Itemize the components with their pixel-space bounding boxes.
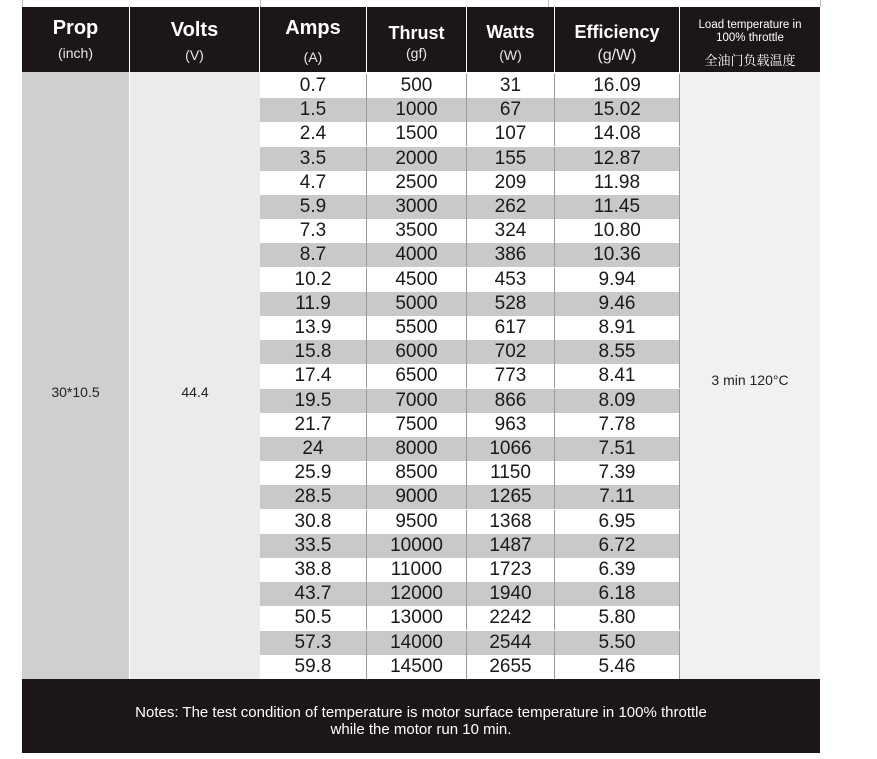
watts-cell: 262: [467, 195, 555, 219]
table-row: [260, 437, 680, 461]
header-efficiency-unit: (g/W): [597, 47, 637, 64]
thrust-cell: 8000: [367, 437, 467, 461]
amps-cell: 7.3: [260, 219, 367, 243]
thrust-cell: 500: [367, 74, 467, 98]
thrust-cell: 3500: [367, 219, 467, 243]
table-row: [260, 219, 680, 243]
thrust-cell: 9500: [367, 510, 467, 534]
table-row: [260, 606, 680, 630]
table-body: [22, 72, 820, 679]
thrust-cell: 3000: [367, 195, 467, 219]
thrust-cell: 14500: [367, 655, 467, 679]
header-watts-unit: (W): [499, 47, 522, 63]
load-temp-column: [680, 72, 820, 679]
table-row: [260, 147, 680, 171]
amps-cell: 38.8: [260, 558, 367, 582]
efficiency-cell: 15.02: [555, 98, 680, 122]
table-row: [260, 98, 680, 122]
thrust-cell: 8500: [367, 461, 467, 485]
table-row: [260, 389, 680, 413]
efficiency-cell: 7.51: [555, 437, 680, 461]
table-row: [260, 534, 680, 558]
prop-value: 30*10.5: [51, 384, 100, 400]
amps-cell: 33.5: [260, 534, 367, 558]
watts-cell: 2242: [467, 606, 555, 630]
motor-test-table: [22, 7, 820, 753]
thrust-cell: 14000: [367, 631, 467, 655]
watts-cell: 963: [467, 413, 555, 437]
efficiency-cell: 7.39: [555, 461, 680, 485]
thrust-cell: 13000: [367, 606, 467, 630]
header-thrust-title: Thrust: [388, 23, 445, 43]
header-load-temp-title: Load temperature in 100% throttle: [698, 19, 802, 44]
thrust-cell: 4500: [367, 268, 467, 292]
watts-cell: 528: [467, 292, 555, 316]
table-row: [260, 268, 680, 292]
thrust-cell: 9000: [367, 485, 467, 509]
thrust-cell: 2000: [367, 147, 467, 171]
header-volts: [130, 7, 260, 72]
header-efficiency: [555, 7, 680, 72]
amps-cell: 24: [260, 437, 367, 461]
thrust-cell: 6500: [367, 364, 467, 388]
watts-cell: 1150: [467, 461, 555, 485]
page-margin: [820, 7, 877, 759]
amps-cell: 25.9: [260, 461, 367, 485]
watts-cell: 31: [467, 74, 555, 98]
efficiency-cell: 14.08: [555, 122, 680, 146]
amps-cell: 50.5: [260, 606, 367, 630]
strip-divider: [260, 0, 261, 7]
watts-cell: 209: [467, 171, 555, 195]
amps-cell: 21.7: [260, 413, 367, 437]
watts-cell: 453: [467, 268, 555, 292]
table-row: [260, 122, 680, 146]
efficiency-cell: 5.46: [555, 655, 680, 679]
table-row: [260, 316, 680, 340]
amps-cell: 43.7: [260, 582, 367, 606]
amps-cell: 13.9: [260, 316, 367, 340]
header-prop-title: Prop: [52, 17, 99, 39]
notes-line-2: while the motor run 10 min.: [330, 721, 512, 738]
watts-cell: 2655: [467, 655, 555, 679]
strip-divider: [548, 0, 549, 7]
table-row: [260, 292, 680, 316]
strip-divider: [820, 0, 821, 7]
watts-cell: 67: [467, 98, 555, 122]
volts-column: [130, 72, 260, 679]
strip-divider: [22, 0, 23, 7]
thrust-cell: 2500: [367, 171, 467, 195]
top-strip: [0, 0, 877, 7]
header-volts-unit: (V): [185, 47, 204, 63]
header-amps-title: Amps: [285, 17, 341, 39]
thrust-cell: 5500: [367, 316, 467, 340]
table-row: [260, 582, 680, 606]
efficiency-cell: 6.72: [555, 534, 680, 558]
watts-cell: 1368: [467, 510, 555, 534]
table-row: [260, 655, 680, 679]
volts-value: 44.4: [181, 384, 209, 400]
amps-cell: 10.2: [260, 268, 367, 292]
thrust-cell: 6000: [367, 340, 467, 364]
watts-cell: 1265: [467, 485, 555, 509]
amps-cell: 30.8: [260, 510, 367, 534]
amps-cell: 1.5: [260, 98, 367, 122]
thrust-cell: 10000: [367, 534, 467, 558]
header-load-temp: [680, 7, 820, 72]
watts-cell: 155: [467, 147, 555, 171]
efficiency-cell: 5.80: [555, 606, 680, 630]
table-row: [260, 510, 680, 534]
efficiency-cell: 11.98: [555, 171, 680, 195]
thrust-cell: 7500: [367, 413, 467, 437]
efficiency-cell: 12.87: [555, 147, 680, 171]
watts-cell: 1487: [467, 534, 555, 558]
efficiency-cell: 6.39: [555, 558, 680, 582]
table-row: [260, 631, 680, 655]
thrust-cell: 4000: [367, 243, 467, 267]
efficiency-cell: 10.36: [555, 243, 680, 267]
table-row: [260, 195, 680, 219]
header-load-temp-unit: 全油门负载温度: [704, 53, 796, 68]
watts-cell: 2544: [467, 631, 555, 655]
thrust-cell: 1000: [367, 98, 467, 122]
efficiency-cell: 8.41: [555, 364, 680, 388]
amps-cell: 19.5: [260, 389, 367, 413]
thrust-cell: 5000: [367, 292, 467, 316]
header-watts: [467, 7, 555, 72]
header-watts-title: Watts: [486, 22, 535, 42]
efficiency-cell: 8.09: [555, 389, 680, 413]
amps-cell: 2.4: [260, 122, 367, 146]
efficiency-cell: 10.80: [555, 219, 680, 243]
table-row: [260, 461, 680, 485]
prop-column: [22, 72, 130, 679]
efficiency-cell: 8.91: [555, 316, 680, 340]
watts-cell: 107: [467, 122, 555, 146]
efficiency-cell: 8.55: [555, 340, 680, 364]
table-row: [260, 364, 680, 388]
notes-line-1: Notes: The test condition of temperature is motor surface temperature in 100% throttle: [135, 704, 707, 721]
efficiency-cell: 5.50: [555, 631, 680, 655]
watts-cell: 324: [467, 219, 555, 243]
header-efficiency-title: Efficiency: [574, 22, 660, 42]
efficiency-cell: 7.11: [555, 485, 680, 509]
load-temp-value: 3 min 120°C: [711, 372, 789, 388]
amps-cell: 11.9: [260, 292, 367, 316]
header-prop-unit: (inch): [57, 45, 93, 61]
header-thrust: [367, 7, 467, 72]
header-prop: [22, 7, 130, 72]
watts-cell: 1940: [467, 582, 555, 606]
thrust-cell: 12000: [367, 582, 467, 606]
amps-cell: 17.4: [260, 364, 367, 388]
amps-cell: 3.5: [260, 147, 367, 171]
watts-cell: 1723: [467, 558, 555, 582]
thrust-cell: 7000: [367, 389, 467, 413]
amps-cell: 4.7: [260, 171, 367, 195]
header-thrust-unit: (gf): [406, 45, 427, 61]
amps-cell: 59.8: [260, 655, 367, 679]
table-row: [260, 243, 680, 267]
efficiency-cell: 9.94: [555, 268, 680, 292]
watts-cell: 866: [467, 389, 555, 413]
amps-cell: 57.3: [260, 631, 367, 655]
amps-cell: 5.9: [260, 195, 367, 219]
efficiency-cell: 16.09: [555, 74, 680, 98]
efficiency-cell: 7.78: [555, 413, 680, 437]
amps-cell: 0.7: [260, 74, 367, 98]
header-volts-title: Volts: [170, 19, 219, 41]
table-row: [260, 413, 680, 437]
table-row: [260, 340, 680, 364]
header-amps-unit: (A): [303, 49, 323, 65]
efficiency-cell: 9.46: [555, 292, 680, 316]
amps-cell: 28.5: [260, 485, 367, 509]
thrust-cell: 1500: [367, 122, 467, 146]
table-row: [260, 74, 680, 98]
efficiency-cell: 11.45: [555, 195, 680, 219]
watts-cell: 702: [467, 340, 555, 364]
notes: [22, 679, 820, 753]
header-amps: [260, 7, 367, 72]
amps-cell: 8.7: [260, 243, 367, 267]
watts-cell: 617: [467, 316, 555, 340]
efficiency-cell: 6.95: [555, 510, 680, 534]
watts-cell: 386: [467, 243, 555, 267]
efficiency-cell: 6.18: [555, 582, 680, 606]
watts-cell: 773: [467, 364, 555, 388]
table-row: [260, 171, 680, 195]
table-row: [260, 558, 680, 582]
thrust-cell: 11000: [367, 558, 467, 582]
amps-cell: 15.8: [260, 340, 367, 364]
watts-cell: 1066: [467, 437, 555, 461]
table-row: [260, 485, 680, 509]
